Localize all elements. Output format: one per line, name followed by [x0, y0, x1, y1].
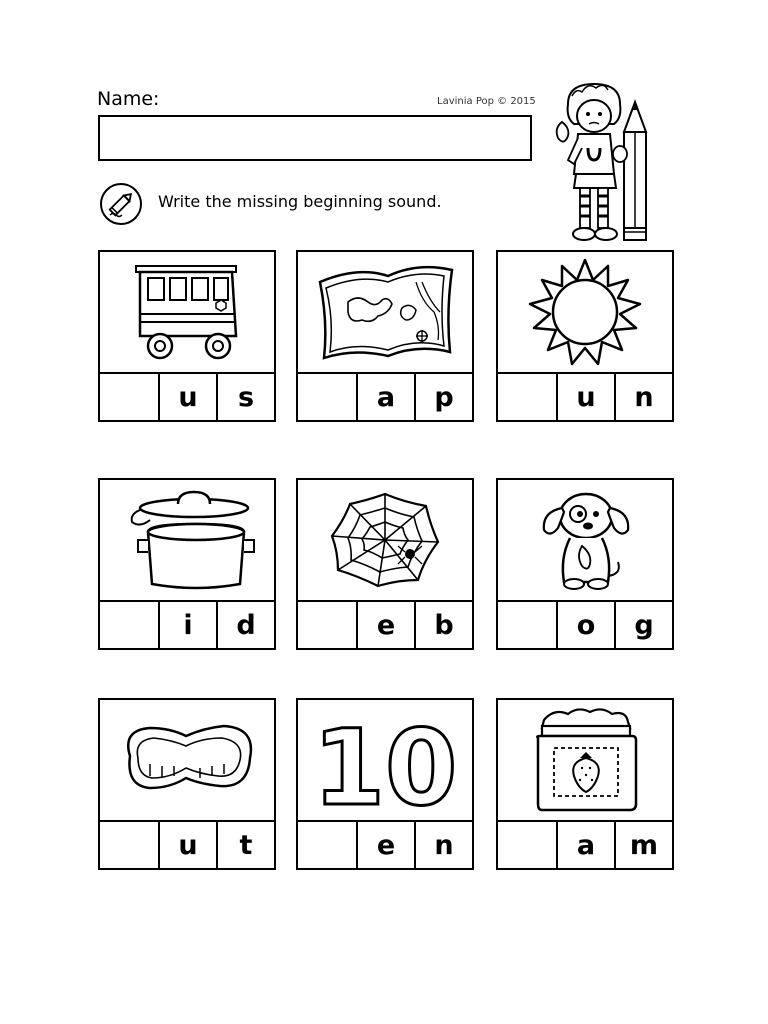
letter: n	[614, 374, 672, 420]
letter: e	[356, 822, 414, 868]
letter: a	[356, 374, 414, 420]
answer-box[interactable]	[298, 822, 356, 868]
dog-icon	[498, 480, 672, 602]
credit-text: Lavinia Pop © 2015	[437, 96, 536, 107]
word-card	[296, 478, 474, 650]
letter: i	[158, 602, 216, 648]
letter: u	[158, 374, 216, 420]
answer-box[interactable]	[498, 374, 556, 420]
name-field[interactable]	[98, 115, 532, 161]
word-card	[496, 698, 674, 870]
word-card	[496, 478, 674, 650]
girl-with-pencil-icon	[548, 82, 668, 250]
letter: n	[414, 822, 472, 868]
answer-box[interactable]	[298, 374, 356, 420]
pot-lid-icon	[100, 480, 274, 602]
instruction-text: Write the missing beginning sound.	[158, 192, 442, 211]
letter: m	[614, 822, 672, 868]
ten-numeral: 10	[312, 707, 458, 820]
ten-icon	[298, 700, 472, 822]
jam-jar-icon	[498, 700, 672, 822]
answer-box[interactable]	[100, 374, 158, 420]
answer-box[interactable]	[498, 822, 556, 868]
answer-box[interactable]	[498, 602, 556, 648]
letter: t	[216, 822, 274, 868]
answer-box[interactable]	[298, 602, 356, 648]
sun-icon	[498, 252, 672, 374]
word-card	[98, 698, 276, 870]
peanut-icon	[100, 700, 274, 822]
spider-web-icon	[298, 480, 472, 602]
letter: s	[216, 374, 274, 420]
letter: e	[356, 602, 414, 648]
letter: b	[414, 602, 472, 648]
pencil-in-circle-icon	[98, 181, 144, 227]
name-label: Name:	[97, 88, 160, 110]
letter: g	[614, 602, 672, 648]
letter: p	[414, 374, 472, 420]
answer-box[interactable]	[100, 602, 158, 648]
letter: d	[216, 602, 274, 648]
letter: a	[556, 822, 614, 868]
word-card	[296, 250, 474, 422]
answer-box[interactable]	[100, 822, 158, 868]
word-card	[496, 250, 674, 422]
word-card	[98, 250, 276, 422]
letter: u	[556, 374, 614, 420]
map-icon	[298, 252, 472, 374]
letter: o	[556, 602, 614, 648]
letter: u	[158, 822, 216, 868]
bus-icon	[100, 252, 274, 374]
word-card	[296, 698, 474, 870]
word-card	[98, 478, 276, 650]
